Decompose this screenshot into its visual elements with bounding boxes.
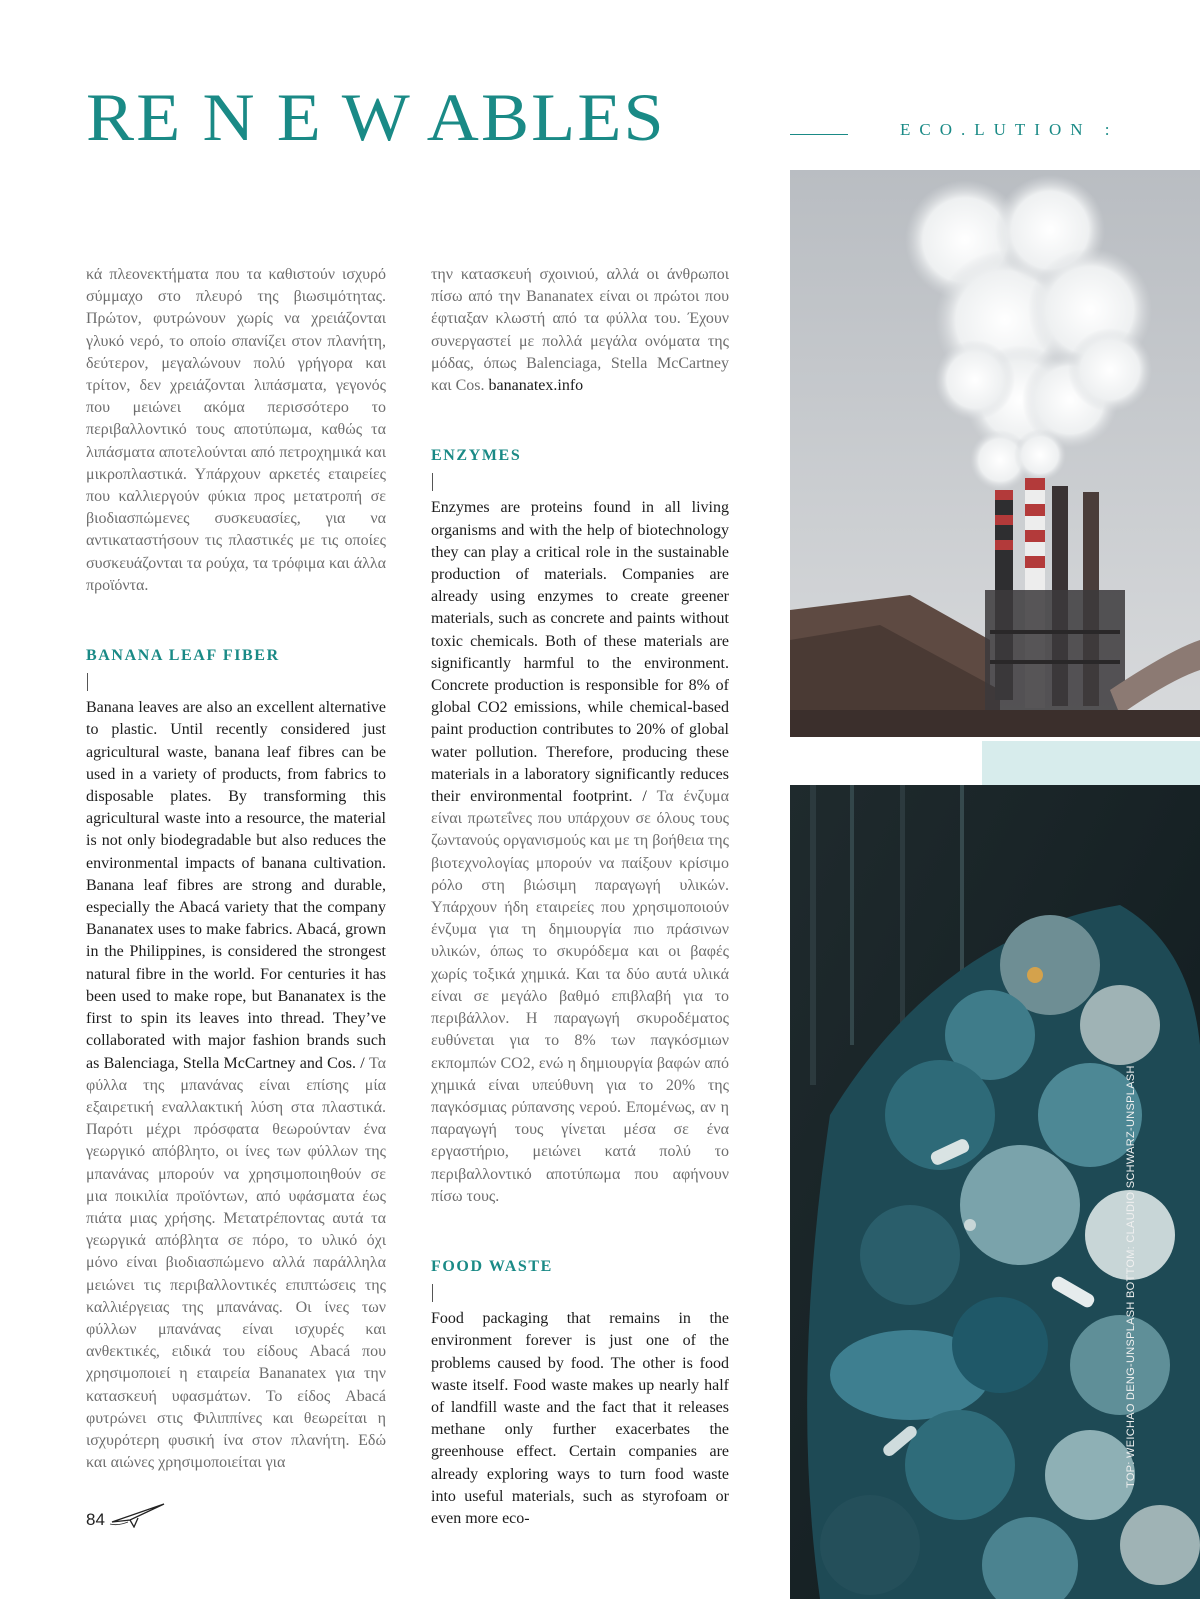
intro-greek-paragraph: κά πλεονεκτήματα που τα καθιστούν ισχυρό σύμμαχο στο πλευρό της βιωσιμότητας. Πρώτον, φυτρώνουν χωρίς να χρειάζονται γλυκό νερό, το οποίο σπανίζει στον πλανήτη, δεύτερον, μεγαλώνουν πολύ γρήγορα και τρίτον, δεν χρειάζονται λιπάσματα, γεγονός που μειώνει ακόμα περισσότερο το περιβαλλοντικό τους αποτύπωμα, καθώς τα λιπάσματα αποτελούνται από πετροχημικά και μικροπλαστικά. Υπάρχουν αρκετές εταιρείες που καλλιεργούν φύκια προς μετατροπή σε βιοδιασπώμενες συσκευασίες, για να αντικαταστήσουν τις πλαστικές με τις οποίες συσκευάζονται τα ρούχα, τα τρόφιμα και άλλα προϊόντα. — [86, 266, 386, 594]
enzymes-english-text: Enzymes are proteins found in all living organisms and with the help of biotechnology they can play a critical role in the sustainable production of materials. Companies are already using enzymes to create greener materials, such as concrete and paints without toxic chemicals. Both of these materials are significantly harmful to the environment. Concrete production is responsible for 8% of global CO2 emissions, while chemical-based paint production contributes to 20% of global water pollution. Therefore, producing these materials in a laboratory significantly reduces their environmental footprint. — [431, 499, 729, 806]
language-separator: / — [356, 1054, 369, 1072]
section-label: ECO.LUTION : — [900, 120, 1119, 139]
banana-greek-continued: την κατασκευή σχοινιού, αλλά οι άνθρωποι πίσω από την Bananatex είναι οι πρώτοι που έφτιαξαν κλωστή από τα φύλλα του. Έχουν συνεργαστεί με πολλά μεγάλα ονόματα της μόδας, όπως Balenciaga, Stella McCartney και Cos. — [431, 266, 729, 395]
photo-credit: TOP: WEICHAO DENG-UNSPLASH BOTTOM: CLAUDIO SCHWARZ-UNSPLASH — [1125, 1065, 1137, 1488]
section-rule — [790, 134, 848, 135]
column-left — [86, 264, 386, 1474]
page-number: 84 — [86, 1510, 105, 1529]
plastic-waste-photo — [790, 785, 1200, 1599]
food-waste-heading: FOOD WASTE — [431, 1257, 553, 1275]
column-right — [431, 264, 729, 1530]
banana-paragraph — [86, 697, 386, 1474]
bananatex-link[interactable]: bananatex.info — [488, 377, 584, 395]
banana-greek-text: Τα φύλλα της μπανάνας είναι επίσης μία εξαιρετική εναλλακτική λύση στα πλαστικά. Παρότι μέχρι πρόσφατα θεωρούνταν ένα γεωργικό απόβλητο, οι ίνες των φύλλων της μπανάνας μπορούν να χρησιμοποιηθούν σε μια ποικιλία προϊόντων, από υφάσματα έως πιάτα μιας χρήσης. Μετατρέποντας αυτά τα γεωργικά απόβλητα σε πόρο, το υλικό όχι μόνο είναι βιοδιασπώμενο αλλά παράλληλα μειώνει τις περιβαλλοντικές επιπτώσεις της καλλιέργειας της μπανάνας. Οι ίνες των φύλλων μπανάνας είναι ισχυρές και ανθεκτικές, ειδικά του είδους Abacá που χρησιμοποιεί η εταιρεία Bananatex για την κατασκευή υφασμάτων. Το είδος Abacá φυτρώνει στις Φιλιππίνες και θεωρείται η ισχυρότερη φυσική ίνα στον πλανήτη. Εδώ και αιώνες χρησιμοποιείται για — [86, 1054, 387, 1472]
masthead-title: RE N E W ABLES — [86, 79, 666, 155]
factory-smokestacks-photo — [790, 170, 1200, 737]
banana-continued-paragraph — [431, 264, 729, 397]
food-waste-paragraph: Food packaging that remains in the environment forever is just one of the problems caused by food. The other is food waste itself. Food waste makes up nearly half of landfill waste and the fact that it releases methane only further exacerbates the greenhouse effect. Certain companies are already exploring ways to turn food waste into useful materials, such as styrofoam or even more eco- — [431, 1310, 729, 1527]
heading-divider — [432, 1284, 433, 1302]
enzymes-heading: ENZYMES — [431, 447, 522, 465]
banana-english-text: Banana leaves are also an excellent alternative to plastic. Until recently considered just agricultural waste, banana leaf fibres can be used in a variety of products, from fabrics to disposable plates. By transforming this agricultural waste into a resource, the material is not only biodegradable but also reduces the environmental impacts of banana cultivation. Banana leaf fibres are strong and durable, especially the Abacá variety that the company Bananatex uses to make fabrics. Abacá, grown in the Philippines, is considered the strongest natural fibre in the world. For centuries it has been used to make rope, but Bananatex is the first to spin its leaves into thread. They’ve collaborated with major fashion brands such as Balenciaga, Stella McCartney and Cos. — [86, 699, 386, 1072]
heading-divider — [432, 473, 433, 491]
banana-leaf-heading: BANANA LEAF FIBER — [86, 647, 280, 665]
heading-divider — [87, 673, 88, 691]
accent-color-block — [982, 741, 1200, 785]
enzymes-greek-text: Τα ένζυμα είναι πρωτεΐνες που υπάρχουν σε όλους τους ζωντανούς οργανισμούς και με τη βοήθεια της βιοτεχνολογίας μπορούν να παίξουν κρίσιμο ρόλο στη βιώσιμη παραγωγή υλικών. Υπάρχουν ήδη εταιρείες που χρησιμοποιούν ένζυμα για τη δημιουργία πιο πράσινων υλικών, όπως το σκυρόδεμα και οι βαφές χωρίς τοξικά χημικά. Και τα δύο αυτά υλικά είναι σε μεγάλο βαθμό επιβλαβή για το περιβάλλον. Η παραγωγή σκυροδέματος ευθύνεται για το 8% των παγκόσμιων εκπομπών CO2, ενώ η δημιουργία βαφών από χημικά είναι υπεύθυνη για το 20% της παγκόσμιας ρύπανσης νερού. Επομένως, αν η παραγωγή τους γίνεται μέσα σε ένα εργαστήριο, μειώνει κατά πολύ το περιβαλλοντικό αποτύπωμα που αφήνουν πίσω τους. — [431, 788, 729, 1205]
paper-plane-icon — [108, 1500, 168, 1528]
enzymes-paragraph — [431, 497, 729, 1208]
language-separator: / — [632, 788, 657, 806]
